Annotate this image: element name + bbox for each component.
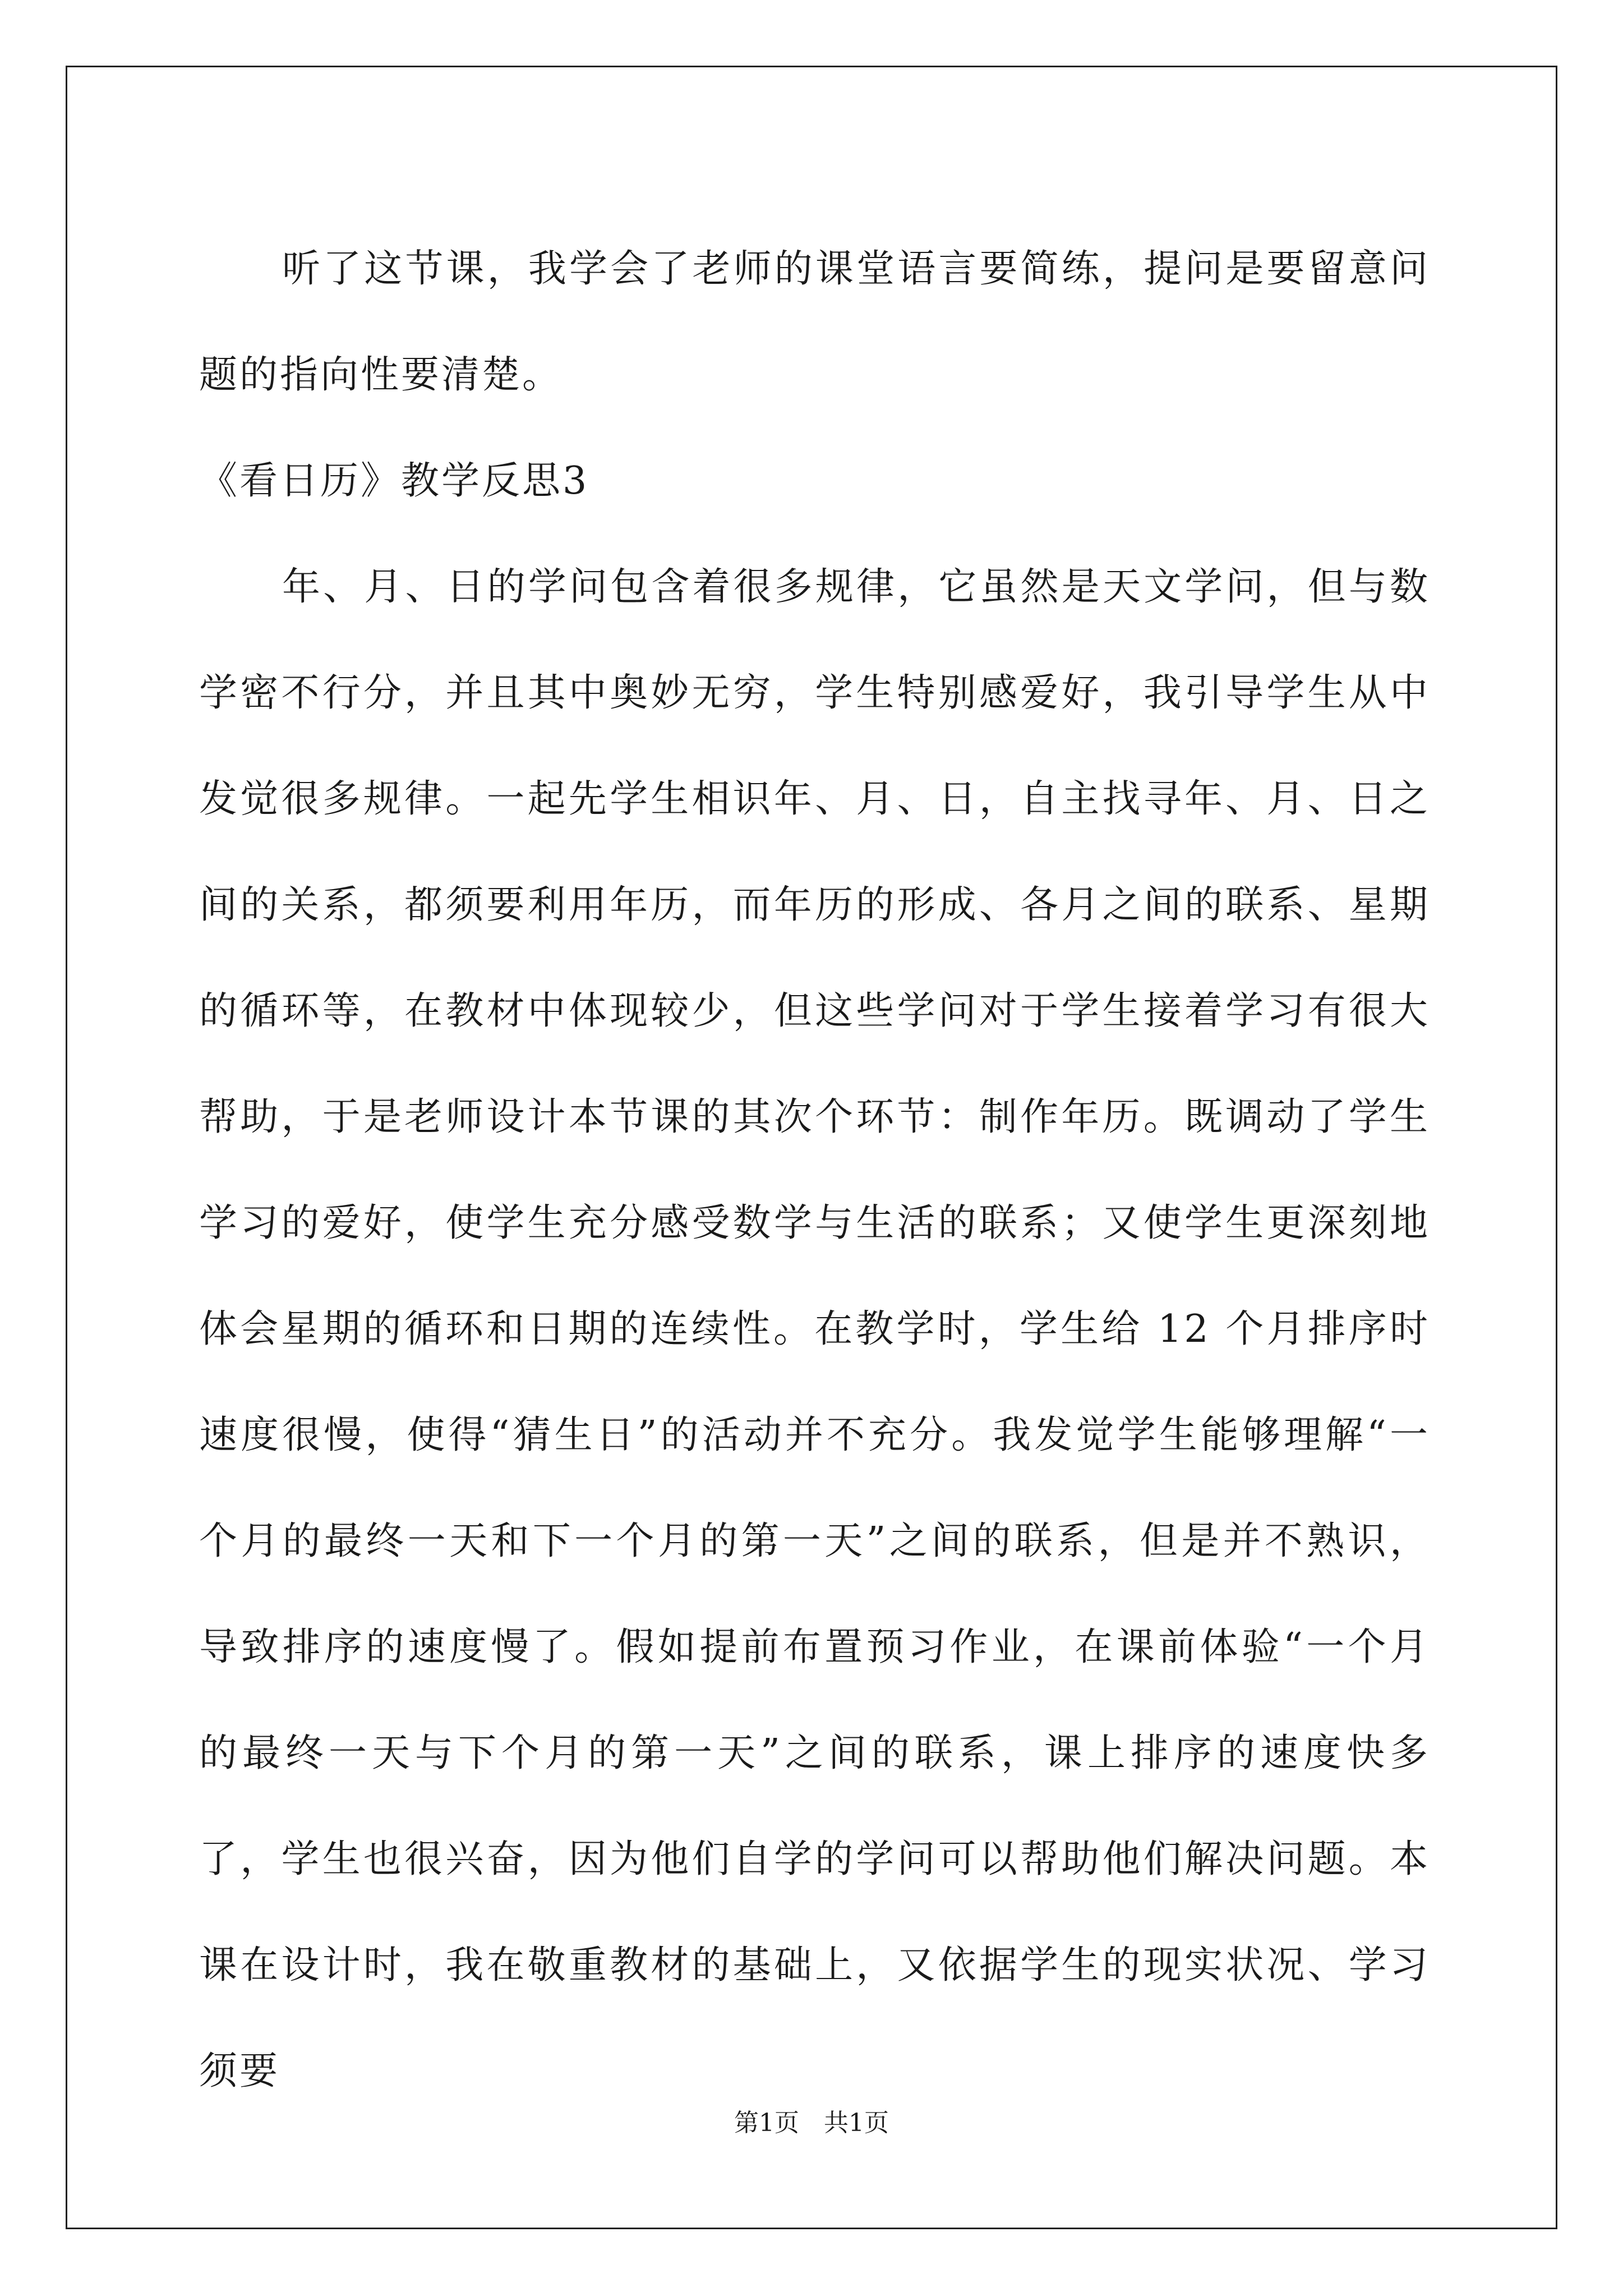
paragraph-intro: 听了这节课，我学会了老师的课堂语言要简练，提问是要留意问题的指向性要清楚。 xyxy=(199,247,1430,397)
section-heading: 《看日历》教学反思3 xyxy=(199,459,589,503)
page-number: 第1页 xyxy=(734,2109,799,2137)
document-body xyxy=(199,216,1430,2124)
page-total: 共1页 xyxy=(824,2109,889,2137)
page-footer xyxy=(0,2106,1623,2140)
paragraph-reflection: 年、月、日的学问包含着很多规律，它虽然是天文学问，但与数学密不行分，并且其中奥妙无穷，学生特别感爱好，我引导学生从中发觉很多规律。一起先学生相识年、月、日，自主找寻年、月、日之间的关系，都须要利用年历，而年历的形成、各月之间的联系、星期的循环等，在教材中体现较少，但这些学问对于学生接着学习有很大帮助，于是老师设计本节课的其次个环节：制作年历。既调动了学生学习的爱好，使学生充分感受数学与生活的联系；又使学生更深刻地体会星期的循环和日期的连续性。在教学时，学生给 12 个月排序时速度很慢，使得“猜生日”的活动并不充分。我发觉学生能够理解“一个月的最终一天和下一个月的第一天”之间的联系，但是并不熟识，导致排序的速度慢了。假如提前布置预习作业，在课前体验“一个月的最终一天与下个月的第一天”之间的联系，课上排序的速度快多了，学生也很兴奋，因为他们自学的学问可以帮助他们解决问题。本课在设计时，我在敬重教材的基础上，又依据学生的现实状况、学习须要 xyxy=(199,565,1430,2093)
